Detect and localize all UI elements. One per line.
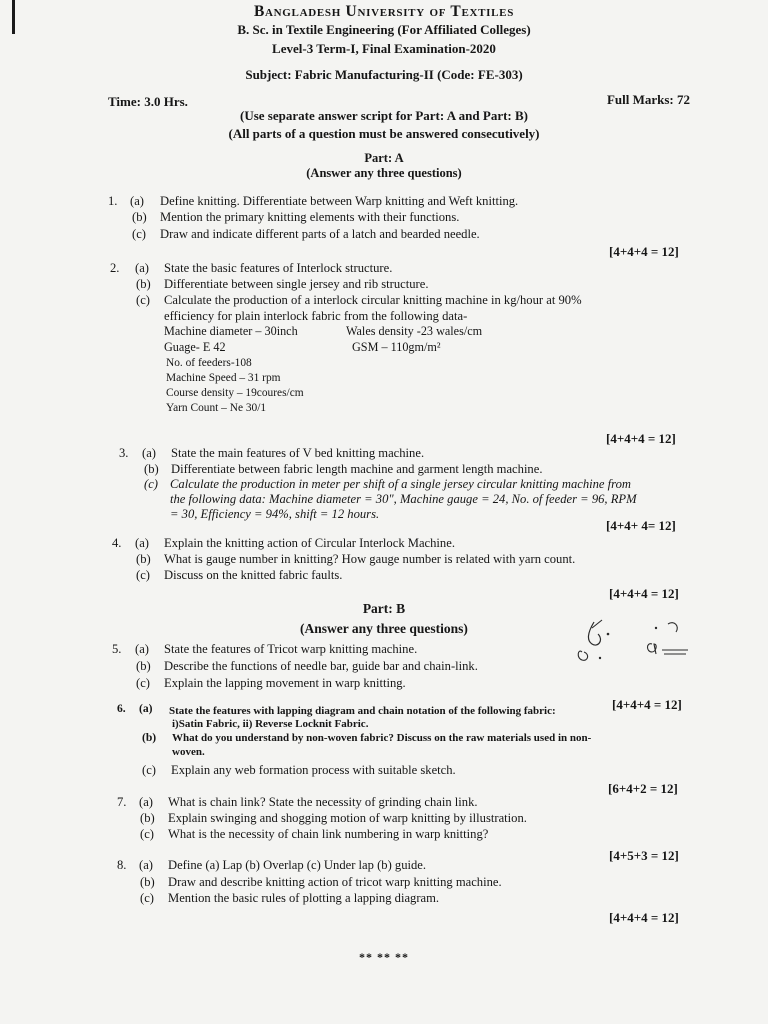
question-number: 5. <box>112 642 122 656</box>
question-text: Mention the primary knitting elements with their functions. <box>160 210 460 224</box>
sub-label: (b) <box>140 811 155 825</box>
question-number: 6. <box>117 702 126 715</box>
question-number: 1. <box>108 194 118 208</box>
sub-label: (b) <box>136 277 151 291</box>
marks-distribution: [4+4+4 = 12] <box>612 697 682 712</box>
question-text: Draw and indicate different parts of a latch and bearded needle. <box>160 227 480 241</box>
part-a-subtitle: (Answer any three questions) <box>306 166 462 180</box>
data-wales-density: Wales density -23 wales/cm <box>346 324 483 338</box>
data-gsm: GSM – 110gm/m² <box>352 340 441 354</box>
data-machine-speed: Machine Speed – 31 rpm <box>166 372 281 384</box>
question-text: Define (a) Lap (b) Overlap (c) Under lap (b) guide. <box>168 858 427 872</box>
handwritten-scribble <box>572 614 692 670</box>
sub-label: (a) <box>135 642 149 656</box>
sub-label: (c) <box>144 477 158 491</box>
marks-distribution: [4+4+4 = 12] <box>609 910 679 925</box>
time-allowed: Time: 3.0 Hrs. <box>108 94 188 109</box>
end-of-paper-marker: ** ** ** <box>359 950 409 964</box>
sub-label: (c) <box>136 568 150 582</box>
subject-line: Subject: Fabric Manufacturing-II (Code: FE-303) <box>245 67 523 82</box>
data-yarn-count: Yarn Count – Ne 30/1 <box>166 402 267 414</box>
question-text: Describe the functions of needle bar, guide bar and chain-link. <box>164 659 478 673</box>
question-text: Mention the basic rules of plotting a lapping diagram. <box>168 891 440 905</box>
question-text: efficiency for plain interlock fabric from the following data- <box>164 309 468 323</box>
sub-label: (b) <box>136 552 151 566</box>
data-course-density: Course density – 19coures/cm <box>166 387 304 399</box>
sub-label: (a) <box>142 446 156 460</box>
question-text: Calculate the production in meter per shift of a single jersey circular knitting machine from <box>170 477 631 491</box>
sub-label: (a) <box>135 261 149 275</box>
sub-label: (b) <box>144 462 159 476</box>
question-text: State the features of Tricot warp knitting machine. <box>164 642 418 656</box>
question-text: What do you understand by non-woven fabric? Discuss on the raw materials used in non- <box>172 732 592 744</box>
question-text: Explain the lapping movement in warp knitting. <box>164 676 406 690</box>
sub-label: (c) <box>132 227 146 241</box>
marks-distribution: [4+4+ 4= 12] <box>606 518 676 533</box>
sub-label: (c) <box>136 293 150 307</box>
part-b-subtitle: (Answer any three questions) <box>300 621 468 636</box>
sub-label: (c) <box>142 763 156 777</box>
sub-label: (b) <box>132 210 147 224</box>
question-text: What is gauge number in knitting? How gauge number is related with yarn count. <box>164 552 576 566</box>
university-name: Bangladesh University of Textiles <box>253 3 515 20</box>
marks-distribution: [4+5+3 = 12] <box>609 848 679 863</box>
part-b-title: Part: B <box>362 601 406 616</box>
full-marks: Full Marks: 72 <box>606 92 690 107</box>
question-text: Discuss on the knitted fabric faults. <box>164 568 343 582</box>
marks-distribution: [4+4+4 = 12] <box>606 431 676 446</box>
question-text: What is chain link? State the necessity of grinding chain link. <box>168 795 478 809</box>
sub-label: (c) <box>140 891 154 905</box>
question-text: Differentiate between single jersey and rib structure. <box>164 277 429 291</box>
question-text: Explain swinging and shogging motion of warp knitting by illustration. <box>168 811 527 825</box>
question-text: woven. <box>172 746 205 758</box>
sub-label: (a) <box>130 194 144 208</box>
program-line: B. Sc. in Textile Engineering (For Affiliated Colleges) <box>237 22 531 37</box>
marks-distribution: [4+4+4 = 12] <box>609 244 679 259</box>
question-text: the following data: Machine diameter = 30", Machine gauge = 24, No. of feeder = 96, RPM <box>170 492 637 506</box>
instruction-separate-scripts: (Use separate answer script for Part: A and Part: B) <box>240 108 528 123</box>
marks-distribution: [4+4+4 = 12] <box>609 586 679 601</box>
data-gauge: Guage- E 42 <box>164 340 226 354</box>
sub-label: (c) <box>136 676 150 690</box>
sub-label: (a) <box>139 702 153 715</box>
instruction-consecutive: (All parts of a question must be answered consecutively) <box>228 126 540 141</box>
question-number: 3. <box>119 446 129 460</box>
question-text: Differentiate between fabric length machine and garment length machine. <box>171 462 543 476</box>
question-text: Draw and describe knitting action of tricot warp knitting machine. <box>168 875 502 889</box>
sub-label: (b) <box>136 659 151 673</box>
part-a-title: Part: A <box>364 151 404 165</box>
sub-label: (a) <box>139 795 153 809</box>
marks-distribution: [6+4+2 = 12] <box>608 781 678 796</box>
question-number: 8. <box>117 858 127 872</box>
exam-line: Level-3 Term-I, Final Examination-2020 <box>272 41 496 56</box>
sub-label: (a) <box>135 536 149 550</box>
question-number: 2. <box>110 261 120 275</box>
data-machine-diameter: Machine diameter – 30inch <box>164 324 298 338</box>
data-feeders: No. of feeders-108 <box>166 357 252 369</box>
question-text: State the main features of V bed knitting machine. <box>171 446 425 460</box>
question-number: 4. <box>112 536 122 550</box>
question-text: = 30, Efficiency = 94%, shift = 12 hours. <box>170 507 380 521</box>
sub-label: (b) <box>140 875 155 889</box>
question-text: State the features with lapping diagram and chain notation of the following fabric: <box>169 705 556 717</box>
question-text: State the basic features of Interlock structure. <box>164 261 393 275</box>
question-text: i)Satin Fabric, ii) Reverse Locknit Fabric. <box>172 718 369 730</box>
question-text: Explain any web formation process with suitable sketch. <box>171 763 456 777</box>
sub-label: (a) <box>139 858 153 872</box>
question-text: Calculate the production of a interlock circular knitting machine in kg/hour at 90% <box>164 293 582 307</box>
sub-label: (b) <box>142 731 157 744</box>
question-text: Explain the knitting action of Circular Interlock Machine. <box>164 536 455 550</box>
question-text: Define knitting. Differentiate between Warp knitting and Weft knitting. <box>160 194 519 208</box>
sub-label: (c) <box>140 827 154 841</box>
question-text: What is the necessity of chain link numbering in warp knitting? <box>168 827 489 841</box>
question-number: 7. <box>117 795 127 809</box>
